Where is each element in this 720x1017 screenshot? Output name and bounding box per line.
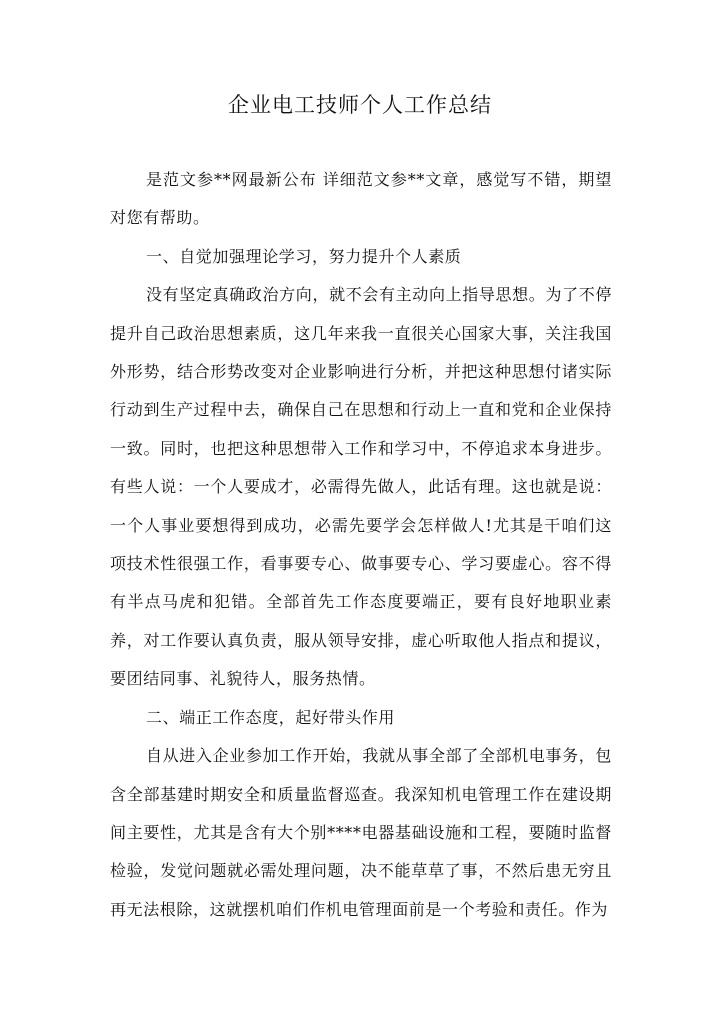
document-body	[110, 161, 612, 929]
section-1-paragraph: 没有坚定真确政治方向，就不会有主动向上指导思想。为了不停提升自己政治思想素质，这几年来我一直很关心国家大事，关注我国外形势，结合形势改变对企业影响进行分析，并把这种思想付诸实际行动到生产过程中去，确保自己在思想和行动上一直和党和企业保持一致。同时，也把这种思想带入工作和学习中，不停追求本身进步。有些人说：一个人要成才，必需得先做人，此话有理。这也就是说：一个人事业要想得到成功，必需先要学会怎样做人!尤其是干咱们这项技术性很强工作，看事要专心、做事要专心、学习要虚心。容不得有半点马虎和犯错。全部首先工作态度要端正，要有良好地职业素养，对工作要认真负责，服从领导安排，虚心听取他人指点和提议，要团结同事、礼貌待人，服务热情。	[110, 285, 612, 689]
section-heading-1: 一、自觉加强理论学习，努力提升个人素质	[146, 246, 462, 266]
document-title: 企业电工技师个人工作总结	[228, 93, 492, 117]
intro-paragraph: 是范文参**网最新公布 详细范文参**文章，感觉写不错，期望对您有帮助。	[110, 170, 612, 228]
section-heading-2: 二、端正工作态度，起好带头作用	[146, 707, 396, 727]
section-2-paragraph: 自从进入企业参加工作开始，我就从事全部了全部机电事务，包含全部基建时期安全和质量监督巡查。我深知机电管理工作在建设期间主要性，尤其是含有大个别****电器基础设施和工程，要随时监督检验，发觉问题就必需处理问题，决不能草草了事，不然后患无穷且再无法根除，这就摆机咱们作机电管理面前是一个考验和责任。作为	[110, 746, 612, 919]
